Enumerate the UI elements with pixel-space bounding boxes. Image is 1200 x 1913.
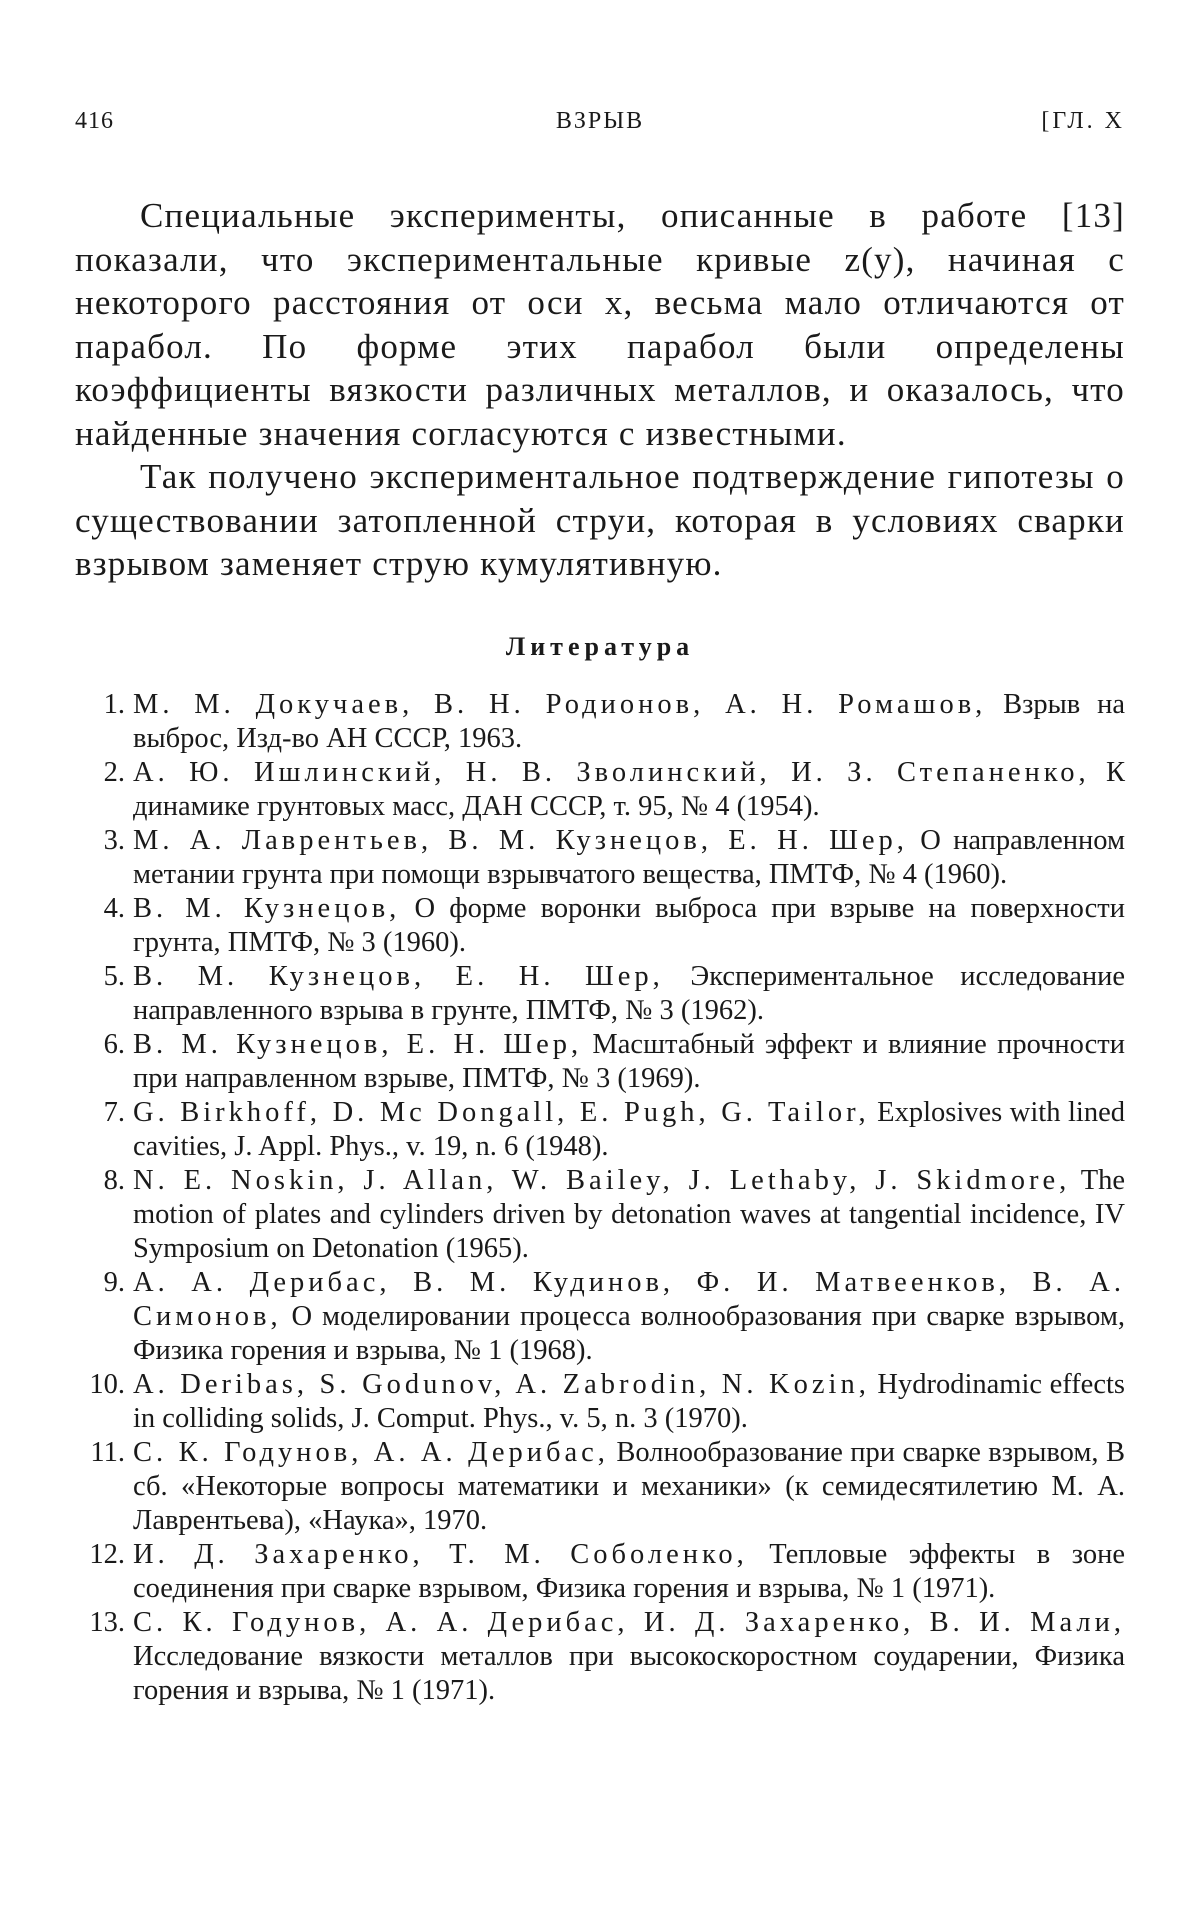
reference-item (75, 1436, 1125, 1538)
reference-number: 13 . (75, 1606, 125, 1640)
reference-authors: N. E. Noskin, J. Allan, W. Bailey, J. Lethaby, J. Skidmore, (133, 1164, 1071, 1196)
reference-text: Тепловые эффекты в зоне соединения при сварке взрывом, Физика горения и взрыва, № 1 (1971). (133, 1538, 1125, 1604)
reference-authors: В. М. Кузнецов, Е. Н. Шер, (133, 960, 664, 992)
chapter-label: [ГЛ. X (1041, 108, 1125, 134)
reference-authors: И. Д. Захаренко, Т. М. Соболенко, (133, 1538, 748, 1570)
reference-text: Hydrodinamic effects in colliding solids, J. Comput. Phys., v. 5, n. 3 (1970). (133, 1368, 1125, 1434)
reference-authors: G. Birkhoff, D. Mc Dongall, E. Pugh, G. Tailor, (133, 1096, 870, 1128)
running-head (75, 108, 1125, 148)
reference-text: The motion of plates and cylinders driven by detonation waves at tangential incidence, IV Symposium on Detonation (1965). (133, 1164, 1125, 1264)
reference-authors: М. М. Докучаев, В. Н. Родионов, А. Н. Ромашов, (133, 688, 987, 720)
reference-item (75, 892, 1125, 960)
reference-number: 9 . (75, 1266, 125, 1300)
reference-item (75, 1028, 1125, 1096)
reference-text: К динамике грунтовых масс, ДАН СССР, т. 95, № 4 (1954). (133, 756, 1125, 822)
reference-text: О направленном метании грунта при помощи взрывчатого вещества, ПМТФ, № 4 (1960). (133, 824, 1126, 890)
reference-list (75, 688, 1125, 1708)
references-heading: Литература (505, 631, 695, 661)
reference-authors: А. А. Дерибас, В. М. Кудинов, Ф. И. Матвеенков, В. А. Симонов, (133, 1266, 1125, 1332)
reference-item (75, 824, 1125, 892)
reference-number: 1 . (75, 688, 125, 722)
reference-item (75, 1266, 1125, 1368)
reference-authors: В. М. Кузнецов, (133, 892, 401, 924)
reference-number: 5 . (75, 960, 125, 994)
reference-number: 11 . (75, 1436, 125, 1470)
reference-authors: М. А. Лаврентьев, В. М. Кузнецов, Е. Н. Шер, (133, 824, 908, 856)
reference-number: 3 . (75, 824, 125, 858)
paragraph: Специальные эксперименты, описанные в работе [13] показали, что экспериментальные кривые z(y), начиная с некоторого расстояния от оси x, весьма мало отличаются от парабол. По форме этих парабол были определены коэффициенты вязкости различных металлов, и оказалось, что найденные значения согласуются с известными. (75, 196, 1125, 453)
reference-item (75, 1606, 1125, 1708)
body-text (75, 194, 1125, 586)
reference-number: 8 . (75, 1164, 125, 1198)
reference-text: Explosives with lined cavities, J. Appl. Phys., v. 19, n. 6 (1948). (133, 1096, 1125, 1162)
reference-text: Экспериментальное исследование направленного взрыва в грунте, ПМТФ, № 3 (1962). (133, 960, 1125, 1026)
page (75, 108, 1125, 1708)
reference-number: 7 . (75, 1096, 125, 1130)
reference-authors: В. М. Кузнецов, Е. Н. Шер, (133, 1028, 583, 1060)
reference-item (75, 756, 1125, 824)
page-number: 416 (75, 108, 114, 134)
reference-number: 4 . (75, 892, 125, 926)
reference-text: Исследование вязкости металлов при высокоскоростном соударении, Физика горения и взрыва, № 1 (1971). (133, 1640, 1125, 1706)
reference-number: 6 . (75, 1028, 125, 1062)
reference-number: 12 . (75, 1538, 125, 1572)
paragraph: Так получено экспериментальное подтверждение гипотезы о существовании затопленной струи, которая в условиях сварки взрывом заменяет струю кумулятивную. (75, 457, 1125, 583)
reference-item (75, 1164, 1125, 1266)
reference-item (75, 1368, 1125, 1436)
reference-authors: С. К. Годунов, А. А. Дерибас, (133, 1436, 609, 1468)
reference-text: Взрыв на выброс, Изд-во АН СССР, 1963. (133, 688, 1125, 754)
reference-text: Волнообразование при сварке взрывом, В сб. «Некоторые вопросы математики и механики» (к семидесятилетию М. А. Лаврентьева), «Наука», 1970. (133, 1436, 1125, 1536)
reference-item (75, 960, 1125, 1028)
reference-text: О моделировании процесса волнообразования при сварке взрывом, Физика горения и взрыва, № 1 (1968). (133, 1300, 1125, 1366)
reference-text: Масштабный эффект и влияние прочности при направленном взрыве, ПМТФ, № 3 (1969). (133, 1028, 1125, 1094)
reference-authors: С. К. Годунов, А. А. Дерибас, И. Д. Захаренко, В. И. Мали, (133, 1606, 1125, 1638)
reference-item (75, 1538, 1125, 1606)
reference-number: 2 . (75, 756, 125, 790)
reference-number: 10 . (75, 1368, 125, 1402)
running-title: ВЗРЫВ (555, 108, 645, 134)
reference-authors: A. Deribas, S. Godunov, A. Zabrodin, N. Kozin, (133, 1368, 870, 1400)
reference-item (75, 688, 1125, 756)
reference-item (75, 1096, 1125, 1164)
reference-authors: А. Ю. Ишлинский, Н. В. Зволинский, И. З. Степаненко, (133, 756, 1090, 788)
reference-text: О форме воронки выброса при взрыве на поверхности грунта, ПМТФ, № 3 (1960). (133, 892, 1125, 958)
